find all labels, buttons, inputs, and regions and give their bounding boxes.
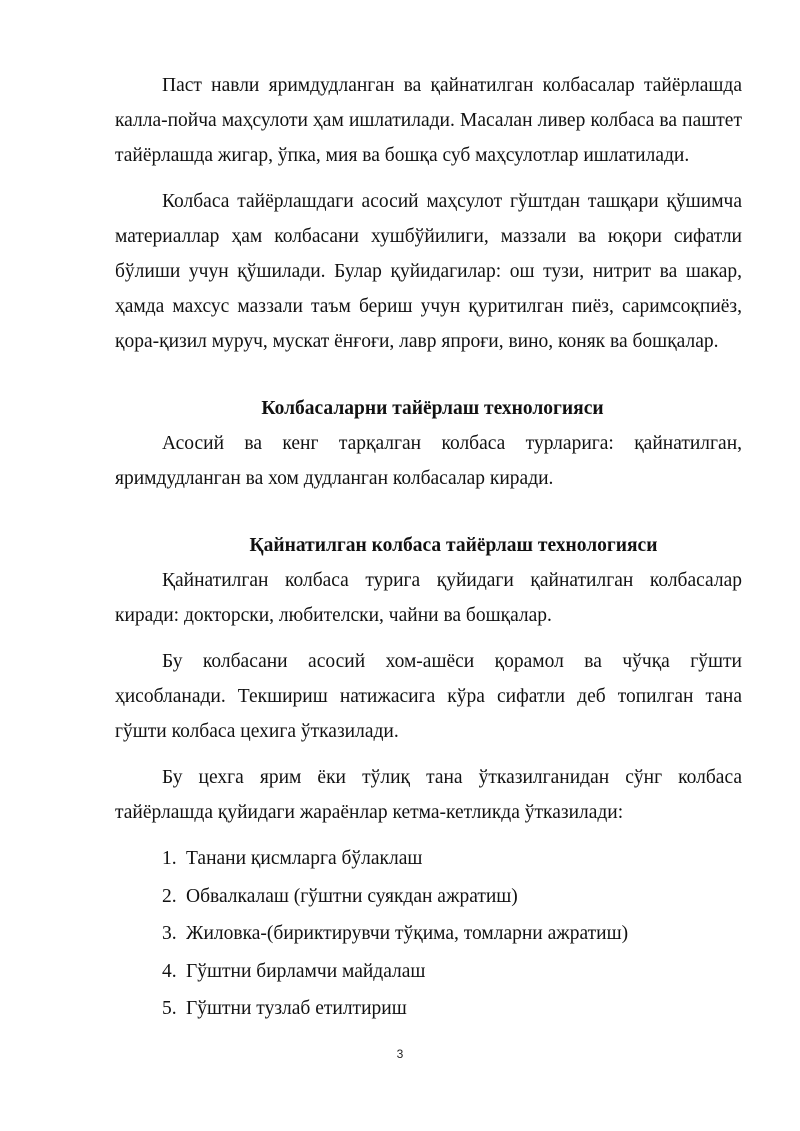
process-steps-list [115, 841, 742, 1026]
page-number: 3 [396, 1047, 404, 1061]
paragraph-spacer [115, 830, 742, 841]
list-item-number: 1. [162, 848, 177, 869]
paragraph: Бу цехга ярим ёки тўлиқ тана ўтказилганидан сўнг колбаса тайёрлашда қуйидаги жараёнлар кетма-кетликда ўтказилади: [115, 767, 742, 823]
list-item [162, 879, 742, 914]
list-item-text: Гўштни бирламчи майдалаш [186, 960, 426, 982]
list-item [162, 954, 742, 989]
section-heading: Колбасаларни тайёрлаш технологияси [261, 398, 604, 419]
section-heading: Қайнатилган колбаса тайёрлаш технологияси [249, 535, 658, 556]
list-item-text: Обвалкалаш (гўштни суякдан ажратиш) [186, 885, 518, 907]
paragraph-spacer [115, 749, 742, 760]
list-item-text: Танани қисмларга бўлаклаш [186, 848, 423, 869]
list-item-text: Гўштни тузлаб етилтириш [186, 998, 407, 1020]
list-item-number: 2. [162, 885, 177, 907]
paragraph-spacer [115, 633, 742, 644]
list-item [162, 916, 742, 951]
paragraph: Паст навли яримдудланган ва қайнатилган колбасалар тайёрлашда калла-пойча маҳсулоти ҳам ишлатилади. Масалан ливер колбаса ва паштет тайёрлашда жигар, ўпка, мия ва бошқа суб маҳсулотлар ишлатилади. [115, 75, 742, 166]
paragraph-spacer [115, 173, 742, 184]
section-spacer [115, 359, 742, 391]
paragraph: Асосий ва кенг тарқалган колбаса турларига: қайнатилган, яримдудланган ва хом дудланган колбасалар киради. [115, 433, 742, 489]
list-item-number: 3. [162, 923, 177, 945]
list-item-text: Жиловка-(бириктирувчи тўқима, томларни ажратиш) [186, 923, 629, 945]
list-item-number: 5. [162, 998, 177, 1020]
list-item [162, 841, 742, 876]
document-page [115, 68, 742, 1029]
paragraph: Қайнатилган колбаса турига қуйидаги қайнатилган колбасалар киради: докторски, любителски, чайни ва бошқалар. [115, 570, 742, 626]
section-spacer [115, 496, 742, 528]
list-item [162, 991, 742, 1026]
list-item-number: 4. [162, 960, 177, 982]
paragraph: Колбаса тайёрлашдаги асосий маҳсулот гўштдан ташқари қўшимча материаллар ҳам колбасани хушбўйилиги, маззали ва юқори сифатли бўлиши учун қўшилади. Булар қуйидагилар: ош тузи, нитрит ва шакар, ҳамда махсус маззали таъм бериш учун қуритилган пиёз, саримсоқпиёз, қора-қизил муруч, мускат ёнғоғи, лавр япроғи, вино, коняк ва бошқалар. [115, 191, 742, 352]
paragraph: Бу колбасани асосий хом-ашёси қорамол ва чўчқа гўшти ҳисобланади. Текшириш натижасига кўра сифатли деб топилган тана гўшти колбаса цехига ўтказилади. [115, 651, 742, 742]
